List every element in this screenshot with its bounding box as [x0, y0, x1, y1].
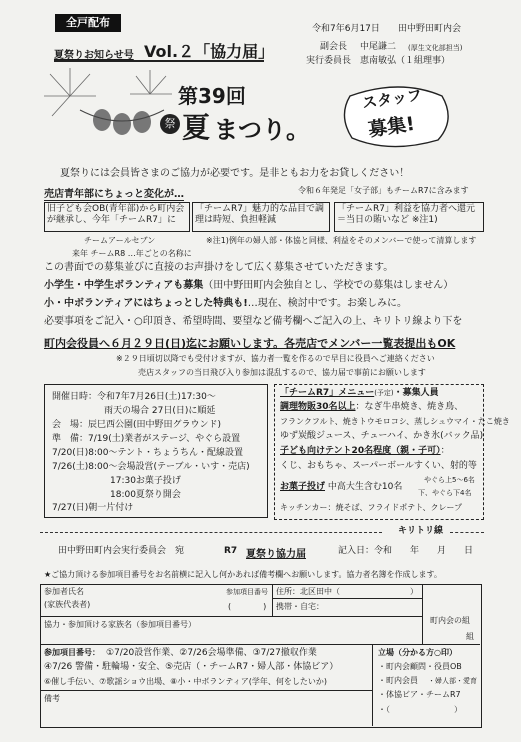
menu-row-4-bold: 子ども向けテント20名程度（親・子可） [280, 446, 441, 456]
changes-team-reading: チームアールセブン [84, 236, 156, 245]
form-divider-h1 [272, 598, 422, 599]
menu-heading-tail: ・募集人員 [393, 388, 439, 398]
menu-row-2: フランクフルト、焼きトウモロコシ、蒸しシュウマイ・たこ焼き [280, 417, 510, 426]
schedule-prep-value: 7/19(土)業者がステージ、やぐら設置 [88, 434, 241, 444]
menu-row-4-rest: ： [440, 446, 450, 456]
p2-emphasis: 小学生・中学生ボランティアも募集 [44, 280, 204, 291]
phone-field[interactable] [330, 600, 418, 614]
banner-title-kana: まつり。 [214, 116, 310, 144]
changes-next-year: 来年 チームR8 …年ごとの名称に [72, 249, 192, 258]
issue-date: 令和7年6月17日 [312, 24, 380, 34]
distribution-tag: 全戸配布 [55, 14, 121, 32]
schedule-line-5: 7/27(日)朝一片付け [52, 503, 134, 513]
change-box-2: 「チームR7」魅力的な品目で調理は時短、負担軽減 [192, 202, 330, 232]
fireworks-lanterns-illustration [40, 66, 180, 158]
menu-row-1 [280, 402, 463, 413]
change-box-1: 旧子ども会OB(青年部)から町内会が継承し、今年「チームR7」に [44, 202, 190, 232]
participant-name-sub: (家族代表者) [44, 600, 91, 609]
form-divider-v2 [422, 584, 423, 644]
vice-chair-name: 中尾謙二 [360, 42, 397, 52]
late-acceptance-note: ※２９日頃切以降でも受付けますが、協力者一覧を作るので早目に役員へご連絡ください [116, 354, 435, 363]
schedule-venue-label: 会 場： [52, 420, 89, 430]
form-divider-h4 [40, 690, 372, 691]
phone-label: 携帯・自宅： [276, 602, 324, 611]
schedule-date-value: 令和7年7月26日(土)17:30～ [97, 392, 216, 402]
badge-line-2: 募集! [366, 112, 417, 142]
cut-line [40, 532, 382, 533]
form-divider-h3 [40, 644, 480, 645]
schedule-line-3: 17:30お菓子投げ [110, 476, 181, 486]
schedule-prep [52, 434, 240, 445]
menu-row-1-bold: 調理物販30名以上 [280, 402, 356, 412]
vice-chair-note: (厚生文化部担当) [408, 44, 463, 52]
volume-underline [54, 60, 264, 62]
cut-line-tail [450, 532, 484, 533]
volume-title: Vol.２「協力届」 [144, 42, 275, 61]
schedule-date-label: 開催日時： [52, 392, 98, 402]
menu-row-4 [280, 446, 450, 457]
festival-mark: 祭 [160, 114, 180, 134]
menu-row-5: くじ、おもちゃ、スーパーボールすくい、射的等 [280, 461, 477, 471]
changes-heading: 売店青年部にちょっと変化が… [44, 185, 184, 201]
vice-chair-role: 副会長 [320, 42, 348, 52]
schedule-date [52, 392, 216, 403]
form-divider-h2 [40, 616, 422, 617]
body-paragraph-2 [44, 280, 453, 293]
p3-emphasis: 小・中ボランティアにはちょっとした特典も! [44, 298, 248, 309]
menu-row-7: キッチンカー：焼そば、フライドポテト、クレープ [280, 503, 463, 512]
form-date-field[interactable]: 記入日：令和 年 月 日 [338, 546, 474, 556]
menu-row-6-note-1: やぐら上5～6名 [424, 476, 475, 484]
p2-rest: （田中野田町内会独自とし、学校での募集はしません） [203, 280, 454, 291]
item-number-label: 参加項目番号 [226, 588, 268, 596]
position-option-2[interactable]: ・町内会員 [378, 676, 418, 685]
committee-role: 実行委員長 [306, 56, 352, 66]
menu-row-6-note-2: 下、やぐら下4名 [418, 489, 472, 497]
body-paragraph-4: 必要事項をご記入・○印頂き、希望時間、要望など備考欄へご記入の上、キリトリ線より下を [44, 316, 463, 327]
menu-row-3: ゆず炭酸ジュース、チューハイ、かき氷(バック品) [280, 431, 484, 441]
remarks-label: 備考 [44, 694, 60, 703]
series-label: 夏祭りお知らせ号 [54, 50, 134, 61]
schedule-line-2: 7/26(土)8:00～会場設営(テーブル・いす・売店) [52, 462, 250, 472]
menu-row-1-rest: ：なぎ牛串焼き、焼き鳥、 [355, 402, 464, 412]
badge-line-1: スタッフ [361, 85, 424, 113]
items-line-1: ①7/20設営作業、②7/26会場準備、③7/27撤収作業 [106, 648, 317, 658]
body-paragraph-3 [44, 298, 407, 311]
address-label: 住所：北区田中（ [276, 587, 340, 596]
deadline-notice: 町内会役員へ６月２９日(日)迄にお願いします。各売店でメンバー一覧表提出もOK [44, 337, 456, 350]
items-line-2: ④7/26 警備・駐輪場・安全、⑤売店（・チームR7・婦人部・体協ビア） [44, 662, 339, 672]
form-divider-v3 [372, 644, 373, 726]
form-divider-v1 [272, 584, 273, 616]
form-instruction: ★ご協力頂ける参加項目番号をお名前横に記入し何かあれば備考欄へお願いします。協力者名簿を作成します。 [44, 570, 442, 579]
position-option-3[interactable]: ・体協ビア・チームR7 [378, 690, 461, 699]
issuer: 田中野田町内会 [398, 24, 462, 34]
changes-note-1: ※注1)例年の婦人部・体協と同様、利益をそのメンバーで使って清算します [206, 236, 477, 245]
p3-rest: …現在、検討中です。お楽しみに。 [247, 298, 407, 309]
position-heading: 立場（分かる方○印） [378, 648, 457, 657]
position-option-1[interactable]: ・町内会顧問・役員OB [378, 662, 462, 671]
menu-heading [280, 388, 439, 399]
edition-number: 第39回 [178, 84, 246, 108]
group-label: 町内会の組 [430, 616, 470, 625]
family-label: 協力・参加頂ける家族名（参加項目番号） [44, 620, 196, 629]
family-field[interactable] [44, 630, 414, 642]
participant-name-label: 参加者氏名 [44, 587, 84, 596]
item-number-field[interactable]: ( ) [228, 602, 267, 611]
menu-row-6 [280, 482, 402, 493]
cut-line-label: キリトリ線 [398, 526, 444, 536]
menu-row-6-bold: お菓子投げ [280, 482, 326, 492]
schedule-line-1: 7/20(日)8:00～テント・ちょうちん・配線設置 [52, 448, 243, 458]
banner-title-kanji: 夏 [182, 111, 211, 144]
address-close: ） [410, 587, 418, 596]
schedule-venue [52, 420, 221, 431]
walk-in-note: 売店スタッフの当日飛び入り参加は混乱するので、協力届で事前にお願いします [138, 368, 426, 377]
change-box-3: 「チームR7」利益を協力者へ還元＝当日の賄いなど ※注1) [334, 202, 484, 232]
group-unit: 組 [466, 632, 474, 641]
form-title: 夏祭り協力届 [246, 549, 306, 560]
form-addressee: 田中野田町内会実行委員会 宛 [58, 546, 185, 556]
body-paragraph-1: この書面での募集並びに直接のお声掛けをして広く募集させていただきます。 [44, 262, 394, 273]
items-line-3: ⑥催し手伝い、⑦歌謡ショウ出場、⑧小・中ボランティア(学年、何をしたいか) [44, 677, 327, 686]
remarks-field[interactable] [44, 704, 368, 722]
participant-name-field[interactable] [100, 598, 220, 612]
form-title-prefix: R7 [224, 546, 238, 556]
items-label: 参加項目番号： [44, 648, 100, 657]
position-option-2-note: ・婦人部・愛育 [428, 677, 477, 685]
position-option-4[interactable]: ・（ ） [378, 705, 462, 714]
menu-row-6-rest: 中高大生含む10名 [327, 482, 403, 492]
schedule-rain-date: 雨天の場合 27日(日)に順延 [104, 406, 216, 416]
schedule-venue-value: 辰巳西公園(田中野田グラウンド) [88, 420, 222, 430]
intro-text: 夏祭りには会員皆さまのご協力が必要です。是非ともお力をお貸しください！ [60, 168, 410, 179]
schedule-line-4: 18:00夏祭り開会 [110, 490, 181, 500]
menu-heading-main: 「チームR7」メニュー [280, 388, 375, 398]
menu-heading-sub: (予定) [374, 389, 394, 397]
committee-name: 恵南敏弘（１組理事） [360, 56, 451, 66]
schedule-prep-label: 準 備： [52, 434, 89, 444]
changes-heading-note: 令和６年発足「女子部」もチームR7に含みます [298, 186, 469, 195]
